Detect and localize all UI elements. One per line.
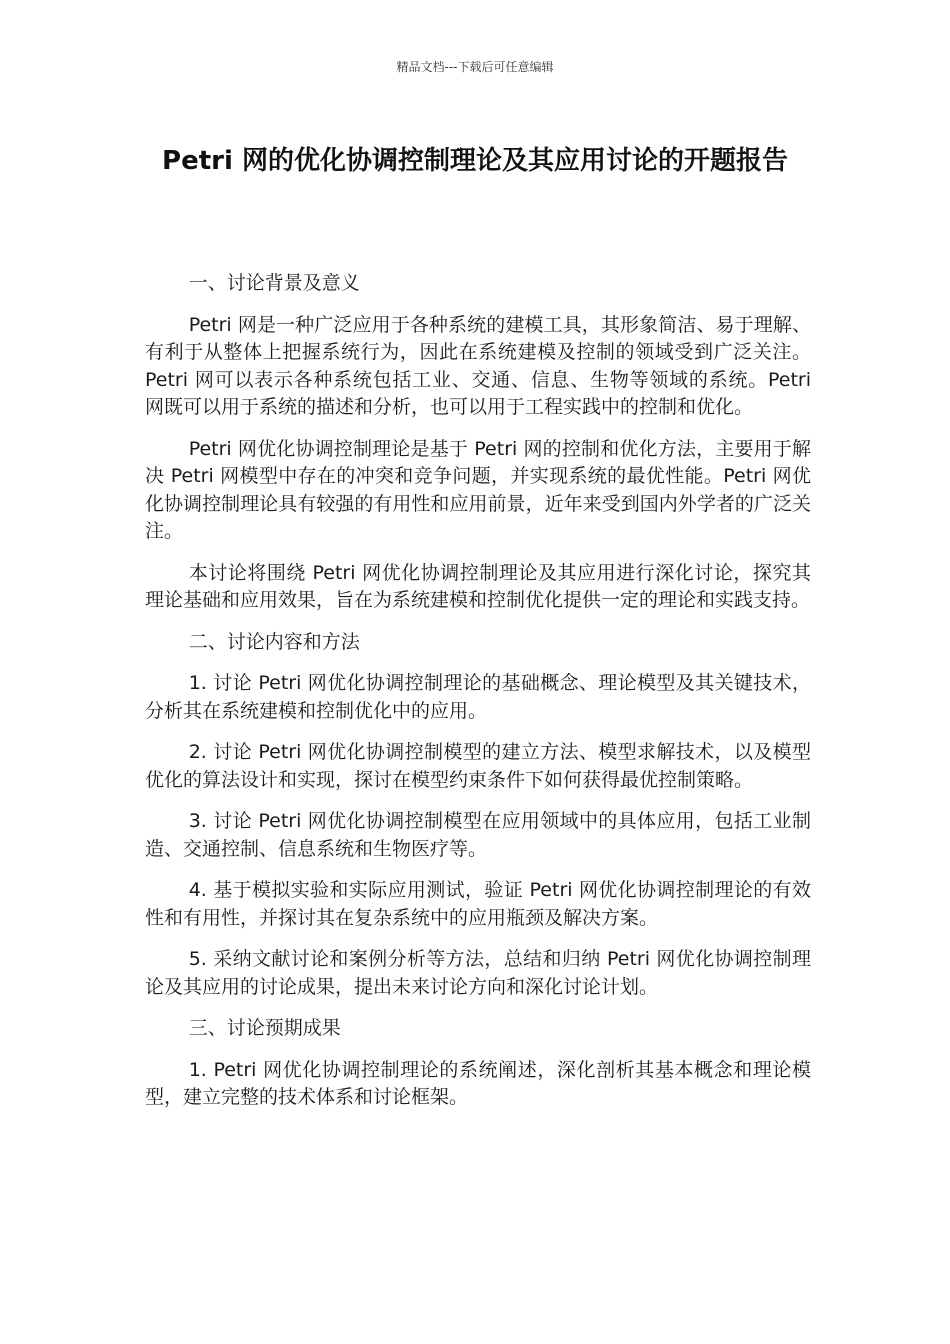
paragraph: 1. 讨论 Petri 网优化协调控制理论的基础概念、理论模型及其关键技术，分析其在系统建模和控制优化中的应用。 <box>145 672 811 722</box>
section-heading-content-methods: 二、讨论内容和方法 <box>188 630 360 653</box>
paragraph: Petri 网优化协调控制理论是基于 Petri 网的控制和优化方法，主要用于解决 Petri 网模型中存在的冲突和竞争问题，并实现系统的最优性能。Petri 网优化协调控制理论具有较强的有用性和应用前景，近年来受到国内外学者的广泛关注。 <box>145 437 811 542</box>
paragraph: 1. Petri 网优化协调控制理论的系统阐述，深化剖析其基本概念和理论模型，建立完整的技术体系和讨论框架。 <box>145 1058 811 1108</box>
paragraph: 本讨论将围绕 Petri 网优化协调控制理论及其应用进行深化讨论，探究其理论基础和应用效果，旨在为系统建模和控制优化提供一定的理论和实践支持。 <box>145 561 811 611</box>
document-body <box>145 270 811 1126</box>
document-title: Petri 网的优化协调控制理论及其应用讨论的开题报告 <box>162 146 788 176</box>
section-heading-background: 一、讨论背景及意义 <box>188 272 360 294</box>
header-note: 精品文档---下载后可任意编辑 <box>396 60 554 74</box>
paragraph: Petri 网是一种广泛应用于各种系统的建模工具，其形象简洁、易于理解、有利于从整体上把握系统行为，因此在系统建模及控制的领域受到广泛关注。Petri 网可以表示各种系统包括工业、交通、信息、生物等领域的系统。Petri 网既可以用于系统的描述和分析，也可以用于工程实践中的控制和优化。 <box>145 313 811 418</box>
section-heading-expected-results: 三、讨论预期成果 <box>188 1017 341 1039</box>
paragraph: 5. 采纳文献讨论和案例分析等方法，总结和归纳 Petri 网优化协调控制理论及其应用的讨论成果，提出未来讨论方向和深化讨论计划。 <box>145 948 811 998</box>
paragraph: 2. 讨论 Petri 网优化协调控制模型的建立方法、模型求解技术，以及模型优化的算法设计和实现，探讨在模型约束条件下如何获得最优控制策略。 <box>145 741 811 791</box>
paragraph: 4. 基于模拟实验和实际应用测试，验证 Petri 网优化协调控制理论的有效性和有用性，并探讨其在复杂系统中的应用瓶颈及解决方案。 <box>145 879 811 929</box>
paragraph: 3. 讨论 Petri 网优化协调控制模型在应用领域中的具体应用，包括工业制造、交通控制、信息系统和生物医疗等。 <box>145 810 811 860</box>
